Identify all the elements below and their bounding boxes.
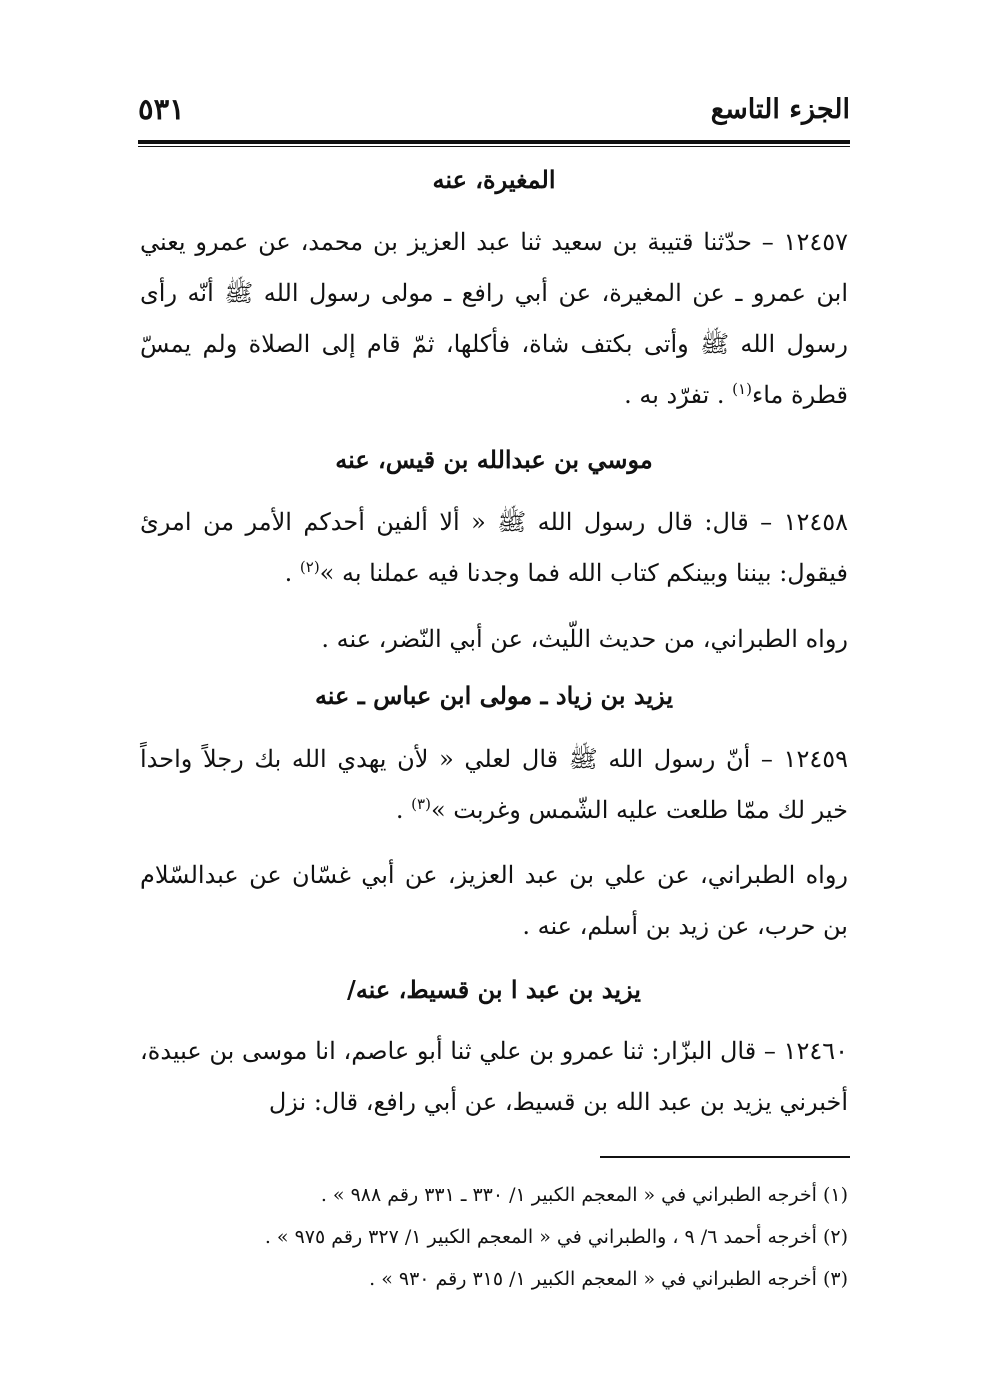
narration-note: رواه الطبراني، من حديث اللّيث، عن أبي النّضر، عنه .: [321, 625, 848, 653]
hadith-tail: .: [395, 796, 412, 824]
header-rule-thick: [138, 140, 850, 144]
hadith-body: ١٢٤٥٨ – قال: قال رسول الله ﷺ « ألا ألفين أحدكم الأمر من امرئ فيقول: بيننا وبينكم كتاب الله فما وجدنا فيه عملنا به »: [140, 508, 849, 587]
narration-note: رواه الطبراني، عن علي بن عبد العزيز، عن أبي غسّان عن عبدالسّلام بن حرب، عن زيد بن أسلم، عنه .: [140, 861, 848, 940]
footnote: (٢) أخرجه أحمد ٦/ ٩ ، والطبراني في « المعجم الكبير ١/ ٣٢٧ رقم ٩٧٥ » .: [264, 1226, 848, 1248]
page-header: [138, 78, 850, 140]
header-rule-thin: [138, 146, 850, 147]
section-heading: يزيد بن زياد ـ مولى ابن عباس ـ عنه: [314, 681, 674, 710]
section-heading: المغيرة، عنه: [432, 165, 556, 194]
footnote: (٣) أخرجه الطبراني في « المعجم الكبير ١/ ٣١٥ رقم ٩٣٠ » .: [369, 1268, 848, 1290]
hadith-text: [140, 734, 848, 836]
footnote-ref: (٣): [411, 795, 431, 813]
hadith-tail: .: [284, 559, 300, 587]
running-title: الجزء التاسع: [710, 93, 850, 125]
hadith-body: ١٢٤٥٧ – حدّثنا قتيبة بن سعيد ثنا عبد العزيز بن محمد، عن عمرو يعني ابن عمرو ـ عن المغيرة، عن أبي رافع ـ مولى رسول الله ﷺ أنّه رأى رسول الله ﷺ وأتى بكتف شاة، فأكلها، ثمّ قام إلى الصلاة ولم يمسّ قطرة ماء: [140, 228, 848, 409]
hadith-text: [140, 1026, 848, 1128]
hadith-body: ١٢٤٥٩ – أنّ رسول الله ﷺ قال لعلي « لأن يهدي الله بك رجلاً واحداً خير لك ممّا طلعت عليه الشّمس وغربت »: [140, 745, 848, 824]
hadith-body: ١٢٤٦٠ – قال البزّار: ثنا عمرو بن علي ثنا أبو عاصم، انا موسى بن عبيدة، أخبرني يزيد بن عبد الله بن قسيط، عن أبي رافع، قال: نزل: [140, 1037, 848, 1116]
hadith-tail: . تفرّد به .: [624, 381, 733, 409]
section-heading: موسي بن عبدالله بن قيس، عنه: [335, 445, 653, 474]
hadith-text: [140, 497, 848, 599]
footnote-ref: (٢): [299, 558, 320, 576]
hadith-text: [140, 217, 848, 421]
footnote-separator: [600, 1156, 850, 1158]
footnote: (١) أخرجه الطبراني في « المعجم الكبير ١/ ٣٣٠ ـ ٣٣١ رقم ٩٨٨ » .: [320, 1184, 848, 1206]
section-heading: يزيد بن عبد ا بن قسيط، عنه/: [347, 975, 641, 1004]
page-number: ٥٣١: [138, 92, 185, 126]
footnote-ref: (١): [732, 380, 752, 398]
